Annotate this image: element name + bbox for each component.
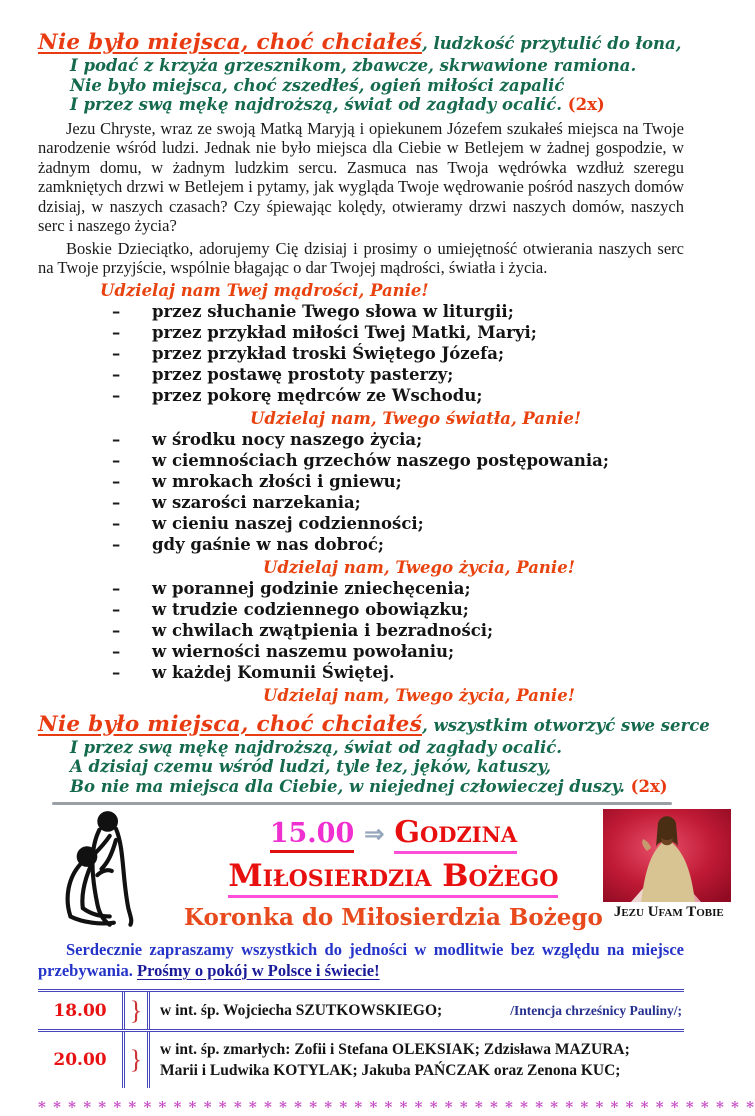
dash-bullet: – — [112, 513, 121, 533]
dash-bullet: – — [112, 364, 121, 384]
chaplet-subtitle: Koronka do Miłosierdzia Bożego — [184, 904, 603, 931]
list-item: – w porannej godzinie zniechęcenia; — [112, 578, 471, 598]
hymn-line: Bo nie ma miejsca dla Ciebie, w niejednej człowieczej duszy. (2x) — [70, 776, 668, 796]
dash-bullet: – — [112, 471, 121, 491]
dash-bullet: – — [112, 599, 121, 619]
intention-text: w int. śp. zmarłych: Zofii i Stefana OLEKSIAK; Zdzisława MAZURA; — [160, 1041, 630, 1058]
invitation-text — [38, 939, 684, 981]
dash-bullet: – — [112, 534, 121, 554]
mercy-hour-line — [184, 815, 603, 850]
mercy-titles — [184, 809, 603, 931]
hymn-line: I przez swą mękę najdroższą, świat od zagłady ocalić. — [70, 737, 563, 757]
mass-time: 18.00 — [53, 1000, 107, 1021]
divine-mercy-image-block — [603, 809, 735, 921]
list-item: – w ciemnościach grzechów naszego postępowania; — [112, 450, 609, 470]
repeat-mark: (2x) — [630, 776, 668, 796]
list-item: – gdy gaśnie w nas dobroć; — [112, 534, 385, 554]
hymn-title: Nie było miejsca, choć chciałeś — [38, 711, 422, 737]
litany — [38, 280, 684, 706]
divine-mercy-image — [603, 809, 731, 902]
mercy-title-line-2 — [184, 858, 603, 894]
intention-note: /Intencja chrześnicy Pauliny/; — [510, 1002, 682, 1018]
hymn-line: I podać z krzyża grzesznikom, zbawcze, skrwawione ramiona. — [70, 56, 637, 75]
dash-bullet: – — [112, 492, 121, 512]
litany-refrain-2: Udzielaj nam, Twego światła, Panie! — [250, 408, 582, 428]
hymn-line: I przez swą mękę najdroższą, świat od zagłady ocalić. (2x) — [70, 95, 605, 114]
dash-bullet: – — [112, 450, 121, 470]
hymn-title-line — [38, 711, 710, 738]
dash-bullet: – — [112, 385, 121, 405]
table-row — [38, 992, 684, 1029]
hymn-title-line — [38, 30, 684, 56]
hymn-stanza-2 — [38, 711, 710, 797]
invitation-call: Prośmy o pokój w Polsce i świecie! — [137, 961, 380, 980]
hymn-stanza-1 — [38, 30, 684, 115]
litany-refrain-3: Udzielaj nam, Twego życia, Panie! — [263, 557, 575, 577]
repeat-mark: (2x) — [567, 95, 605, 114]
hymn-line: Nie było miejsca, choć zszedłeś, ogień miłości zapalić — [70, 75, 565, 95]
mass-time: 20.00 — [53, 1050, 107, 1070]
mercy-title-1: Godzina — [394, 815, 517, 854]
litany-refrain-1: Udzielaj nam Twej mądrości, Panie! — [100, 280, 429, 300]
mercy-caption: Jezu Ufam Tobie — [613, 904, 724, 920]
intention-cell — [150, 1002, 684, 1020]
list-item: – przez słuchanie Twego słowa w liturgii; — [112, 301, 514, 321]
list-item: – w wierności naszemu powołaniu; — [112, 641, 455, 661]
list-item: – w szarości narzekania; — [112, 492, 361, 512]
list-item: – w cieniu naszej codzienności; — [112, 513, 424, 533]
dash-bullet: – — [112, 343, 121, 363]
dash-bullet: – — [112, 322, 121, 342]
intention-text: Marii i Ludwika KOTYLAK; Jakuba PAŃCZAK oraz Zenona KUC; — [160, 1062, 621, 1079]
dash-bullet: – — [112, 429, 121, 449]
list-item: – w chwilach zwątpienia i bezradności; — [112, 620, 494, 640]
list-item: – przez postawę prostoty pasterzy; — [112, 364, 454, 384]
mercy-title-2: Miłosierdzia Bożego — [228, 858, 558, 898]
mercy-hour: 15.00 — [270, 818, 355, 853]
intention-text: w int. śp. Wojciecha SZUTKOWSKIEGO; — [160, 1001, 443, 1019]
divine-mercy-section — [38, 809, 724, 935]
list-item: – w mrokach złości i gniewu; — [112, 471, 402, 491]
list-item: – przez pokorę mędrców ze Wschodu; — [112, 385, 483, 405]
arrow-icon: ⇒ — [364, 822, 385, 848]
dash-bullet: – — [112, 662, 121, 682]
section-divider — [52, 802, 672, 805]
litany-refrain-4: Udzielaj nam, Twego życia, Panie! — [263, 685, 575, 705]
dash-bullet: – — [112, 641, 121, 661]
asterisk-divider: * * * * * * * * * * * * * * * * * * * * * * * * * * * * * * * * * * * * * * * * * * * * * * * * — [38, 1098, 755, 1116]
intention-cell — [150, 1039, 684, 1081]
list-item: – w środku nocy naszego życia; — [112, 429, 423, 449]
list-item: – w trudzie codziennego obowiązku; — [112, 599, 469, 619]
invitation-intro: Serdecznie zapraszamy wszystkich do jedności w modlitwie bez względu na miejsce przebywania. — [38, 940, 684, 980]
pieta-illustration — [52, 809, 184, 933]
dash-bullet: – — [112, 578, 121, 598]
dash-bullet: – — [112, 620, 121, 640]
list-item: – przez przykład troski Świętego Józefa; — [112, 343, 505, 363]
list-item: – w każdej Komunii Świętej. — [112, 662, 395, 682]
body-paragraph-2: Boskie Dzieciątko, adorujemy Cię dzisiaj i prosimy o umiejętność otwierania naszych serc na Twoje przyjście, wspólnie błagając o dar Twojej mądrości, światła i życia. — [38, 238, 684, 277]
hymn-title: Nie było miejsca, choć chciałeś — [38, 30, 422, 55]
table-row — [38, 1032, 684, 1088]
hymn-title-rest: , ludzkość przytulić do łona, — [422, 34, 682, 53]
mass-intentions-table — [38, 989, 684, 1088]
body-paragraph-1: Jezu Chryste, wraz ze swoją Matką Maryją i opiekunem Józefem szukałeś miejsca na Twoje narodzenie wśród ludzi. Jednak nie było miejsca dla Ciebie w Betlejem w żadnej gospodzie, w żadnym domu, w żadnym ludzkim sercu. Zasmuca nas Twoja wędrówka wzdłuż szeregu zamkniętych drzwi w Betlejem i pytamy, jak wygląda Twoje wędrowanie pośród naszych domów dzisiaj, w naszych czasach? Czy śpiewając kolędy, otwieramy drzwi naszych domów, naszych serc i naszego życia? — [38, 118, 684, 235]
dash-bullet: – — [112, 301, 121, 321]
brace-glyph: } — [122, 1032, 150, 1088]
list-item: – przez przykład miłości Twej Matki, Maryi; — [112, 322, 537, 342]
brace-glyph: } — [122, 992, 150, 1029]
hymn-title-rest: , wszystkim otworzyć swe serce — [422, 715, 710, 735]
hymn-line: A dzisiaj czemu wśród ludzi, tyle łez, jęków, katuszy, — [70, 757, 552, 776]
